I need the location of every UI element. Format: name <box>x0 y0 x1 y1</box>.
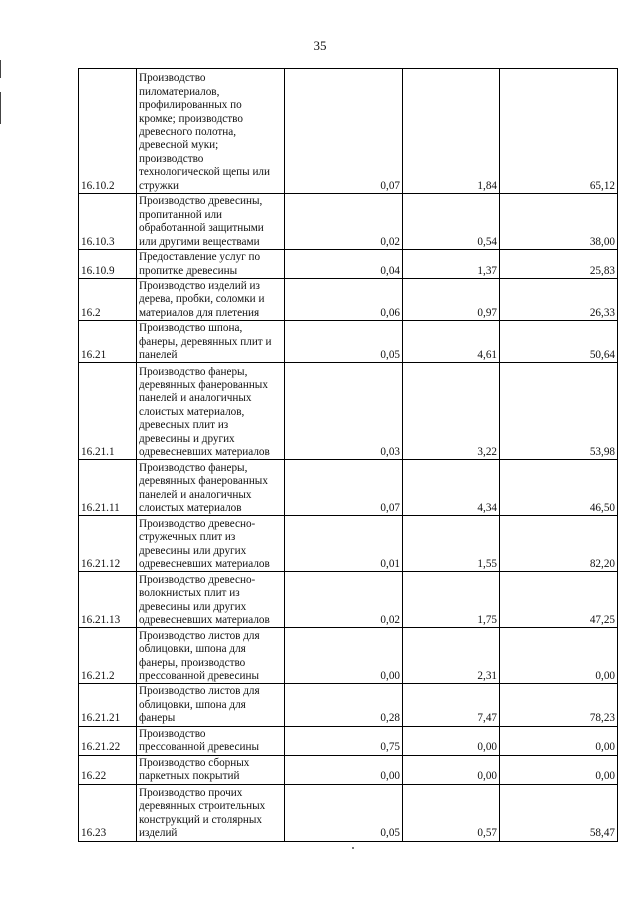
activity-name-cell: Производство листов для облицовки, шпона для фанеры <box>137 684 285 726</box>
value-cell-1: 0,07 <box>285 69 403 194</box>
value-cell-2: 0,00 <box>403 755 500 784</box>
left-margin-mark <box>0 92 1 124</box>
left-margin-mark <box>0 60 1 78</box>
table-row <box>79 460 618 516</box>
value-cell-2: 1,75 <box>403 572 500 628</box>
value-cell-3: 26,33 <box>500 279 618 321</box>
table-row <box>79 572 618 628</box>
value-cell-3: 78,23 <box>500 684 618 726</box>
value-cell-3: 46,50 <box>500 460 618 516</box>
okved-code-cell: 16.21.12 <box>79 516 137 572</box>
value-cell-1: 0,05 <box>285 321 403 363</box>
value-cell-2: 1,84 <box>403 69 500 194</box>
value-cell-2: 2,31 <box>403 628 500 684</box>
table-row <box>79 628 618 684</box>
value-cell-1: 0,06 <box>285 279 403 321</box>
value-cell-2: 4,34 <box>403 460 500 516</box>
value-cell-1: 0,05 <box>285 784 403 841</box>
value-cell-2: 0,97 <box>403 279 500 321</box>
value-cell-1: 0,28 <box>285 684 403 726</box>
table-row <box>79 726 618 755</box>
table-row <box>79 250 618 279</box>
activity-name-cell: Производство прессованной древесины <box>137 726 285 755</box>
table-row <box>79 69 618 194</box>
value-cell-1: 0,75 <box>285 726 403 755</box>
okved-code-cell: 16.21.11 <box>79 460 137 516</box>
value-cell-3: 82,20 <box>500 516 618 572</box>
value-cell-3: 53,98 <box>500 363 618 460</box>
activity-name-cell: Производство древесно- волокнистых плит из древесины или других одревесневших материалов <box>137 572 285 628</box>
value-cell-3: 0,00 <box>500 628 618 684</box>
table-row <box>79 784 618 841</box>
activity-name-cell: Производство шпона, фанеры, деревянных плит и панелей <box>137 321 285 363</box>
value-cell-3: 50,64 <box>500 321 618 363</box>
value-cell-2: 0,54 <box>403 194 500 250</box>
activity-name-cell: Производство древесины, пропитанной или обработанной защитными или другими веществами <box>137 194 285 250</box>
okved-code-cell: 16.22 <box>79 755 137 784</box>
value-cell-3: 47,25 <box>500 572 618 628</box>
value-cell-2: 0,57 <box>403 784 500 841</box>
value-cell-1: 0,03 <box>285 363 403 460</box>
table-row <box>79 363 618 460</box>
activity-name-cell: Производство фанеры, деревянных фанерованных панелей и аналогичных слоистых материалов, древесных плит из древесины и других одревесневших материалов <box>137 363 285 460</box>
table-row <box>79 321 618 363</box>
table-body <box>79 69 618 842</box>
okved-code-cell: 16.2 <box>79 279 137 321</box>
page-number: 35 <box>313 38 327 53</box>
value-cell-1: 0,01 <box>285 516 403 572</box>
okved-code-cell: 16.21.13 <box>79 572 137 628</box>
table-row <box>79 279 618 321</box>
value-cell-3: 58,47 <box>500 784 618 841</box>
value-cell-1: 0,00 <box>285 628 403 684</box>
value-cell-3: 38,00 <box>500 194 618 250</box>
activity-name-cell: Производство сборных паркетных покрытий <box>137 755 285 784</box>
value-cell-1: 0,02 <box>285 572 403 628</box>
activity-name-cell: Производство изделий из дерева, пробки, соломки и материалов для плетения <box>137 279 285 321</box>
table-row <box>79 194 618 250</box>
value-cell-1: 0,02 <box>285 194 403 250</box>
value-cell-2: 1,37 <box>403 250 500 279</box>
okved-code-cell: 16.23 <box>79 784 137 841</box>
value-cell-1: 0,07 <box>285 460 403 516</box>
value-cell-2: 7,47 <box>403 684 500 726</box>
value-cell-2: 4,61 <box>403 321 500 363</box>
okved-code-cell: 16.10.2 <box>79 69 137 194</box>
table-row <box>79 755 618 784</box>
okved-code-cell: 16.21.1 <box>79 363 137 460</box>
value-cell-3: 25,83 <box>500 250 618 279</box>
value-cell-1: 0,04 <box>285 250 403 279</box>
value-cell-3: 65,12 <box>500 69 618 194</box>
activity-name-cell: Производство листов для облицовки, шпона для фанеры, производство прессованной древесины <box>137 628 285 684</box>
scan-speck <box>352 847 354 849</box>
table-row <box>79 684 618 726</box>
value-cell-2: 0,00 <box>403 726 500 755</box>
value-cell-2: 1,55 <box>403 516 500 572</box>
value-cell-3: 0,00 <box>500 726 618 755</box>
okved-code-cell: 16.21.21 <box>79 684 137 726</box>
data-table <box>78 68 618 842</box>
activity-name-cell: Производство пиломатериалов, профилированных по кромке; производство древесного полотна, древесной муки; производство технологической щепы или стружки <box>137 69 285 194</box>
value-cell-1: 0,00 <box>285 755 403 784</box>
okved-code-cell: 16.21.2 <box>79 628 137 684</box>
table-row <box>79 516 618 572</box>
activity-name-cell: Производство прочих деревянных строительных конструкций и столярных изделий <box>137 784 285 841</box>
value-cell-3: 0,00 <box>500 755 618 784</box>
activity-name-cell: Производство фанеры, деревянных фанерованных панелей и аналогичных слоистых материалов <box>137 460 285 516</box>
okved-code-cell: 16.10.3 <box>79 194 137 250</box>
activity-name-cell: Производство древесно- стружечных плит из древесины или других одревесневших материалов <box>137 516 285 572</box>
okved-code-cell: 16.21 <box>79 321 137 363</box>
value-cell-2: 3,22 <box>403 363 500 460</box>
activity-name-cell: Предоставление услуг по пропитке древесины <box>137 250 285 279</box>
okved-code-cell: 16.10.9 <box>79 250 137 279</box>
okved-code-cell: 16.21.22 <box>79 726 137 755</box>
